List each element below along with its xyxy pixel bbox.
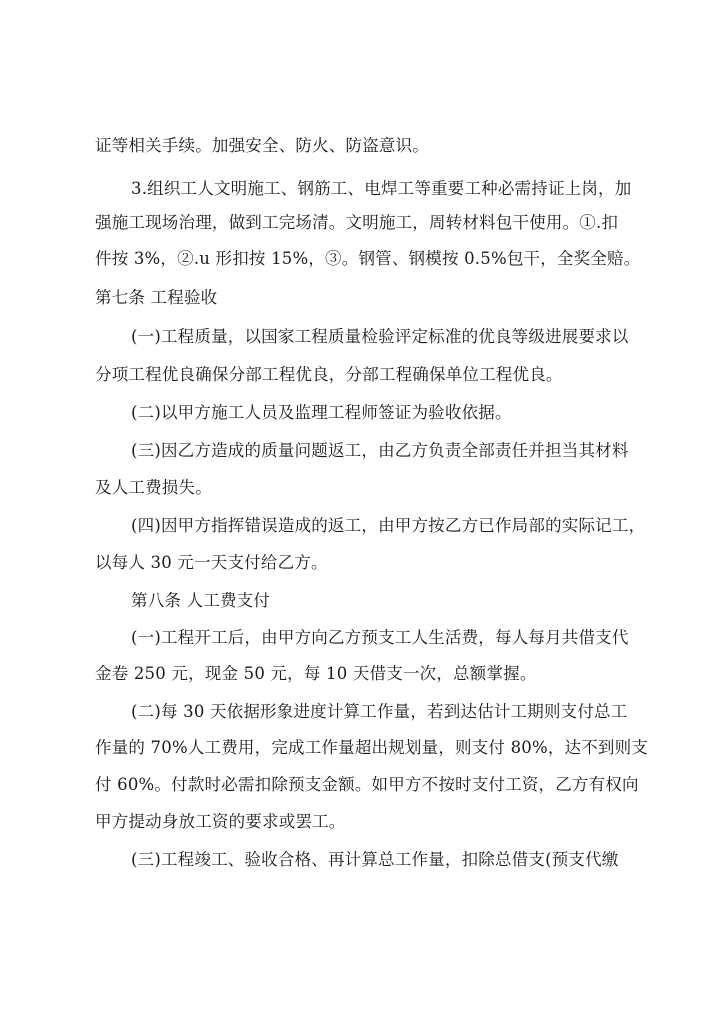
text-line: (一)工程开工后，由甲方向乙方预支工人生活费，每人每月共借支代 <box>131 628 629 647</box>
text-line: (一)工程质量，以国家工程质量检验评定标准的优良等级进展要求以 <box>131 327 629 346</box>
text-line: (三)因乙方造成的质量问题返工，由乙方负责全部责任并担当其材料 <box>131 441 629 460</box>
text-line: 件按 3%，②.u 形扣按 15%，③。钢管、钢模按 0.5%包干，全奖全赔。 <box>95 249 641 268</box>
text-line: 证等相关手续。加强安全、防火、防盗意识。 <box>95 136 429 155</box>
text-line: (二)以甲方施工人员及监理工程师签证为验收依据。 <box>131 403 512 422</box>
text-line: (三)工程竣工、验收合格、再计算总工作量，扣除总借支(预支代缴 <box>131 850 619 869</box>
text-line: 分项工程优良确保分部工程优良，分部工程确保单位工程优良。 <box>95 365 563 384</box>
text-line: 强施工现场治理，做到工完场清。文明施工，周转材料包干使用。①.扣 <box>95 213 619 232</box>
text-line: 作量的 70%人工费用，完成工作量超出规划量，则支付 80%，达不到则支 <box>95 738 649 757</box>
section-heading: 第八条 人工费支付 <box>131 591 271 610</box>
text-line: 金卷 250 元，现金 50 元，每 10 天借支一次，总额掌握。 <box>95 664 537 683</box>
text-line: (四)因甲方指挥错误造成的返工，由甲方按乙方已作局部的实际记工， <box>131 516 646 535</box>
text-line: 及人工费损失。 <box>95 478 212 497</box>
text-line: 3.组织工人文明施工、钢筋工、电焊工等重要工种必需持证上岗，加 <box>131 179 632 198</box>
section-heading: 第七条 工程验收 <box>95 288 218 307</box>
text-line: 付 60%。付款时必需扣除预支金额。如甲方不按时支付工资，乙方有权向 <box>95 775 639 794</box>
text-line: (二)每 30 天依据形象进度计算工作量，若到达估计工期则支付总工 <box>131 702 628 721</box>
text-line: 以每人 30 元一天支付给乙方。 <box>95 553 328 572</box>
text-line: 甲方提动身放工资的要求或罢工。 <box>95 812 346 831</box>
